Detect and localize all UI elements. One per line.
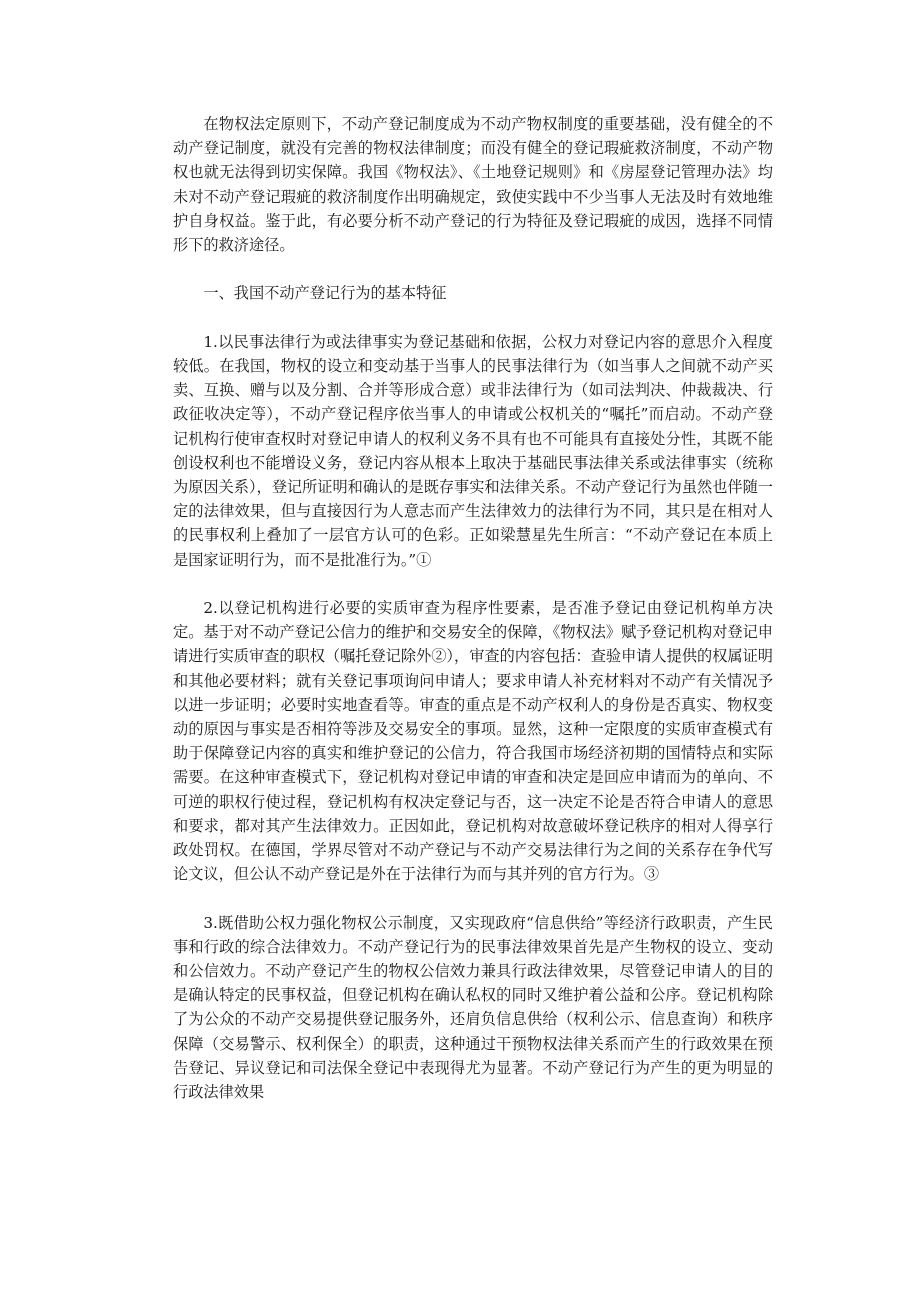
point-1-paragraph: 1.以民事法律行为或法律事实为登记基础和依据，公权力对登记内容的意思介入程度较低。在我国，物权的设立和变动基于当事人的民事法律行为（如当事人之间就不动产买卖、互换、赠与以及分割、合并等形成合意）或非法律行为（如司法判决、仲裁裁决、行政征收决定等），不动产登记程序依当事人的申请或公权机关的“嘱托”而启动。不动产登记机构行使审查权时对登记申请人的权利义务不具有也不可能具有直接处分性，其既不能创设权利也不能增设义务，登记内容从根本上取决于基础民事法律关系或法律事实（统称为原因关系），登记所证明和确认的是既存事实和法律关系。不动产登记行为虽然也伴随一定的法律效果，但与直接因行为人意志而产生法律效力的法律行为不同，其只是在相对人的民事权利上叠加了一层官方认可的色彩。正如梁慧星先生所言：“不动产登记在本质上是国家证明行为，而不是批准行为。”①	[173, 332, 773, 569]
point-3-paragraph: 3.既借助公权力强化物权公示制度，又实现政府“信息供给”等经济行政职责，产生民事和行政的综合法律效力。不动产登记行为的民事法律效果首先是产生物权的设立、变动和公信效力。不动产登记产生的物权公信效力兼具行政法律效果，尽管登记申请人的目的是确认特定的民事权益，但登记机构在确认私权的同时又维护着公益和公序。登记机构除了为公众的不动产交易提供登记服务外，还肩负信息供给（权利公示、信息查询）和秩序保障（交易警示、权利保全）的职责，这种通过干预物权法律关系而产生的行政效果在预告登记、异议登记和司法保全登记中表现得尤为显著。不动产登记行为产生的更为明显的行政法律效果	[173, 913, 773, 1102]
document-body	[173, 112, 773, 1104]
paragraph-gap	[173, 306, 773, 330]
paragraph-gap	[173, 572, 773, 596]
paragraph-gap	[173, 886, 773, 910]
intro-paragraph: 在物权法定原则下，不动产登记制度成为不动产物权制度的重要基础，没有健全的不动产登记制度，就没有完善的物权法律制度；而没有健全的登记瑕疵救济制度，不动产物权也就无法得到切实保障。我国《物权法》、《土地登记规则》和《房屋登记管理办法》均未对不动产登记瑕疵的救济制度作出明确规定，致使实践中不少当事人无法及时有效地维护自身权益。鉴于此，有必要分析不动产登记的行为特征及登记瑕疵的成因，选择不同情形下的救济途径。	[173, 115, 773, 255]
section-heading: 一、我国不动产登记行为的基本特征	[203, 284, 447, 303]
paragraph-gap	[173, 257, 773, 281]
point-2-paragraph: 2.以登记机构进行必要的实质审查为程序性要素，是否准予登记由登记机构单方决定。基于对不动产登记公信力的维护和交易安全的保障，《物权法》赋予登记机构对登记申请进行实质审查的职权（嘱托登记除外②），审查的内容包括：查验申请人提供的权属证明和其他必要材料；就有关登记事项询问申请人；要求申请人补充材料对不动产有关情况予以进一步证明；必要时实地查看等。审查的重点是不动产权利人的身份是否真实、物权变动的原因与事实是否相符等涉及交易安全的事项。显然，这种一定限度的实质审查模式有助于保障登记内容的真实和维护登记的公信力，符合我国市场经济初期的国情特点和实际需要。在这种审查模式下，登记机构对登记申请的审查和决定是回应申请而为的单向、不可逆的职权行使过程，登记机构有权决定登记与否，这一决定不论是否符合申请人的意思和要求，都对其产生法律效力。正因如此，登记机构对故意破坏登记秩序的相对人得享行政处罚权。在德国，学界尽管对不动产登记与不动产交易法律行为之间的关系存在争代写论文议，但公认不动产登记是外在于法律行为而与其并列的官方行为。③	[173, 599, 773, 884]
